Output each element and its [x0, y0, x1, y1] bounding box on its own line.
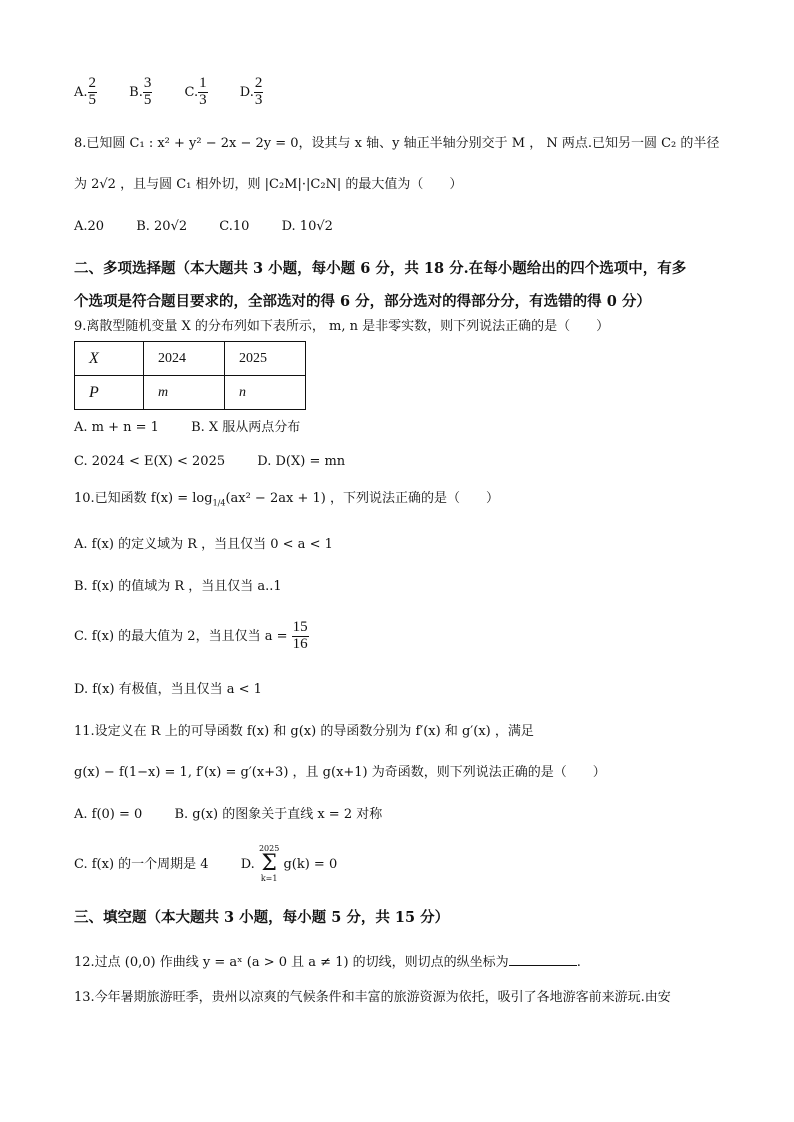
q10-option-d: D. f(x) 有极值，当且仅当 a < 1: [74, 682, 262, 697]
q7-option-b: B. $\frac{3}{5}$: [129, 75, 152, 108]
section2-heading-line1: 二、多项选择题（本大题共 3 小题，每小题 6 分，共 18 分.在每小题给出的四个选项中，有多: [74, 260, 687, 277]
q8-stem-line2: 为 2√2 ，且与圆 C₁ 相外切，则 |C₂M|·|C₂N| 的最大值为（ ）: [74, 177, 463, 192]
table-row: [75, 376, 306, 410]
answer-blank[interactable]: [509, 953, 577, 966]
table-row: [75, 342, 306, 376]
q10-option-c: C. f(x) 的最大值为 2，当且仅当 a = $\frac{15}{16}$: [74, 619, 308, 652]
table-cell: n: [225, 376, 306, 410]
q8-option-b: B. 20√2: [136, 219, 188, 234]
q11-option-c: C. f(x) 的一个周期是 4: [74, 856, 209, 872]
q9-option-c: C. 2024 < E(X) < 2025: [74, 454, 226, 469]
q9-stem: 9.离散型随机变量 X 的分布列如下表所示， m, n 是非零实数，则下列说法正确的是（ ）: [74, 319, 610, 334]
q11-option-a: A. f(0) = 0: [74, 807, 143, 822]
q8-stem-line1: 8.已知圆 C₁ : x² + y² − 2x − 2y = 0，设其与 x 轴、y 轴正半轴分别交于 M ， N 两点.已知另一圆 C₂ 的半径: [74, 136, 720, 151]
q7-option-d: D. $\frac{2}{3}$: [239, 75, 263, 108]
q7-options: [74, 76, 291, 109]
q11-option-d: D. 2025 Σ k=1 g(k) = 0: [240, 844, 338, 883]
q10-option-b: B. f(x) 的值域为 R ，当且仅当 a..1: [74, 579, 282, 594]
q10-stem: 10.已知函数 $f(x) = \log_{1/4}(ax^2 - 2ax + 1)$ ，下列说法正确的是（ ）: [74, 491, 499, 508]
section2-heading-line2: 个选项是符合题目要求的，全部选对的得 6 分，部分选对的得部分分，有选错的得 0 分）: [74, 293, 651, 310]
q8-option-a: A.20: [74, 219, 105, 234]
table-cell: P: [75, 376, 144, 410]
fraction: $\frac{15}{16}$: [292, 619, 308, 652]
q10-option-a: A. f(x) 的定义域为 R ，当且仅当 0 < a < 1: [74, 537, 333, 552]
q13-stem: 13.今年暑期旅游旺季，贵州以凉爽的气候条件和丰富的旅游资源为依托，吸引了各地游客前来游玩.由安: [74, 990, 671, 1005]
q11-options-row1: [74, 808, 410, 821]
log-base: 1/4: [212, 498, 226, 508]
q9-option-a: A. m + n = 1: [74, 420, 159, 435]
table-cell: m: [144, 376, 225, 410]
q12-stem: 12.过点 (0,0) 作曲线 y = aˣ (a > 0 且 a ≠ 1) 的切线，则切点的纵坐标为 .: [74, 955, 581, 970]
section3-heading: 三、填空题（本大题共 3 小题，每小题 5 分，共 15 分）: [74, 909, 450, 926]
q11-option-b: B. g(x) 的图象关于直线 x = 2 对称: [174, 807, 383, 822]
q9-distribution-table: [74, 341, 306, 410]
table-cell: X: [75, 342, 144, 376]
q11-stem-line1: 11.设定义在 R 上的可导函数 f(x) 和 g(x) 的导函数分别为 f′(x) 和 g′(x) ，满足: [74, 724, 534, 739]
q8-options: [74, 220, 361, 233]
q8-option-c: C.10: [219, 219, 250, 234]
q8-option-d: D. 10√2: [281, 219, 333, 234]
table-cell: 2024: [144, 342, 225, 376]
q7-option-c: C. $\frac{1}{3}$: [184, 75, 207, 108]
table-cell: 2025: [225, 342, 306, 376]
q11-stem-line2: g(x) − f(1−x) = 1, f′(x) = g′(x+3) ，且 g(x+1) 为奇函数，则下列说法正确的是（ ）: [74, 765, 606, 780]
q7-option-a: A. $\frac{2}{5}$: [74, 75, 97, 108]
q9-option-d: D. D(X) = mn: [257, 454, 346, 469]
q9-options-row2: [74, 455, 373, 468]
q9-options-row1: [74, 421, 328, 434]
summation-sign: 2025 Σ k=1: [258, 844, 280, 883]
q9-option-b: B. X 服从两点分布: [191, 420, 301, 435]
q11-options-row2: [74, 845, 337, 883]
